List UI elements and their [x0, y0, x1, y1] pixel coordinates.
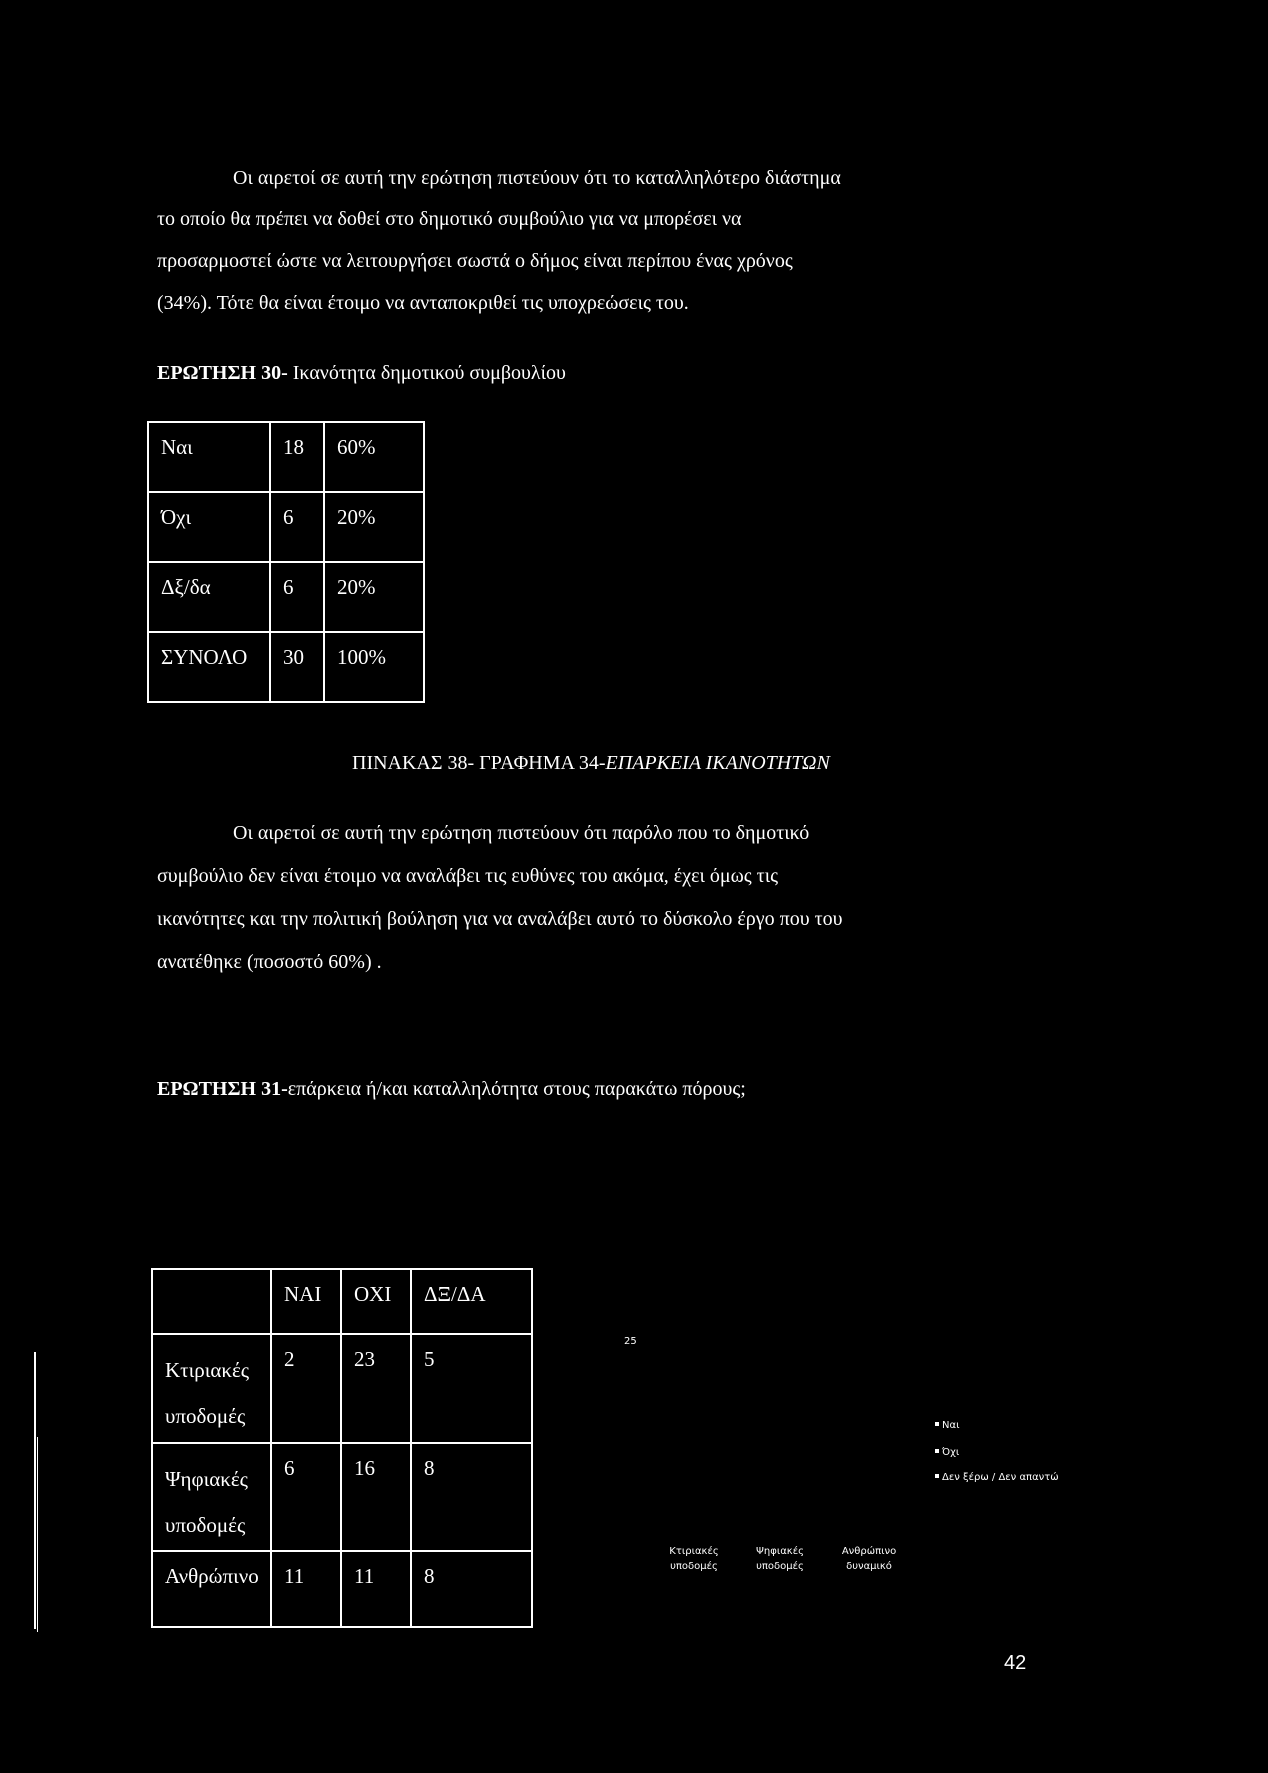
row-percent: 60% [324, 422, 424, 492]
table-row [152, 1551, 532, 1627]
paragraph-2-line-1: Οι αιρετοί σε αυτή την ερώτηση πιστεύουν ότι παρόλο που το δημοτικό [233, 822, 810, 844]
table-row [148, 632, 424, 702]
legend [935, 1420, 1059, 1483]
table-row [148, 562, 424, 632]
question-31-heading [157, 1078, 746, 1101]
cell-dk: 8 [411, 1443, 532, 1551]
row-label [152, 1443, 271, 1551]
paragraph-2-line-4: ανατέθηκε (ποσοστό 60%) . [157, 951, 382, 973]
legend-item-dk: Δεν ξέρω / Δεν απαντώ [942, 1472, 1059, 1483]
question-31-number: ΕΡΩΤΗΣΗ 31- [157, 1078, 288, 1100]
x-tick-label: υποδομές [670, 1561, 718, 1572]
table-header-row [152, 1269, 532, 1334]
resources-chart [600, 1320, 1100, 1600]
y-tick-label: 25 [624, 1336, 637, 1347]
margin-line [34, 1352, 36, 1629]
paragraph-2-line-3: ικανότητες και την πολιτική βούληση για να αναλάβει αυτό το δύσκολο έργο που του [157, 908, 843, 930]
paragraph-1-line-1: Οι αιρετοί σε αυτή την ερώτηση πιστεύουν ότι το καταλληλότερο διάστημα [233, 167, 841, 189]
paragraph-1-line-3: προσαρμοστεί ώστε να λειτουργήσει σωστά ο δήμος είναι περίπου ένας χρόνος [157, 250, 793, 272]
cell-yes: 11 [271, 1551, 341, 1627]
legend-item-no: Όχι [942, 1447, 960, 1458]
table-row [148, 422, 424, 492]
header-dk: ΔΞ/ΔΑ [411, 1269, 532, 1334]
row-percent: 20% [324, 492, 424, 562]
legend-swatch-no [935, 1449, 939, 1453]
row-count: 30 [270, 632, 324, 702]
question-30-number: ΕΡΩΤΗΣΗ 30- [157, 362, 288, 384]
paragraph-1-line-4: (34%). Τότε θα είναι έτοιμο να ανταποκριθεί τις υποχρεώσεις του. [157, 292, 689, 314]
resources-table [151, 1268, 533, 1628]
cell-dk: 5 [411, 1334, 532, 1443]
x-tick-label: Ανθρώπινο [841, 1546, 897, 1557]
x-axis-labels [669, 1545, 896, 1572]
row-label-line: Κτιριακές [165, 1358, 250, 1382]
question-31-text: επάρκεια ή/και καταλληλότητα στους παρακάτω πόρους; [287, 1078, 746, 1100]
row-label: ΣΥΝΟΛΟ [148, 632, 270, 702]
x-tick-label: Ψηφιακές [756, 1546, 804, 1557]
cell-no: 11 [341, 1551, 411, 1627]
cell-no: 23 [341, 1334, 411, 1443]
row-count: 6 [270, 562, 324, 632]
caption-title: ΕΠΑΡΚΕΙΑ ΙΚΑΝΟΤΗΤΩΝ [605, 752, 830, 774]
table-row [148, 492, 424, 562]
margin-line [37, 1437, 38, 1632]
legend-swatch-yes [935, 1422, 939, 1426]
row-count: 6 [270, 492, 324, 562]
x-tick-label: Κτιριακές [669, 1546, 719, 1557]
row-percent: 100% [324, 632, 424, 702]
header-no: ΟΧΙ [341, 1269, 411, 1334]
x-tick-label: δυναμικό [846, 1561, 892, 1572]
page-number: 42 [1004, 1652, 1027, 1674]
row-percent: 20% [324, 562, 424, 632]
row-label [152, 1334, 271, 1443]
cell-yes: 6 [271, 1443, 341, 1551]
row-label-line: υποδομές [165, 1513, 246, 1537]
cell-yes: 2 [271, 1334, 341, 1443]
cell-no: 16 [341, 1443, 411, 1551]
question-30-heading [157, 362, 566, 385]
row-label: Όχι [148, 492, 270, 562]
x-tick-label: υποδομές [756, 1561, 804, 1572]
caption-label: ΠΙΝΑΚΑΣ 38- ΓΡΑΦΗΜΑ 34- [352, 752, 606, 774]
legend-swatch-dk [935, 1474, 939, 1478]
row-label-line: υποδομές [165, 1404, 246, 1428]
paragraph-1-line-2: το οποίο θα πρέπει να δοθεί στο δημοτικό συμβούλιο για να μπορέσει να [157, 208, 742, 230]
row-count: 18 [270, 422, 324, 492]
row-label-line: Ψηφιακές [165, 1467, 248, 1491]
table-row [152, 1334, 532, 1443]
cell-dk: 8 [411, 1551, 532, 1627]
row-label: Ναι [148, 422, 270, 492]
table-row [152, 1443, 532, 1551]
header-yes: ΝΑΙ [271, 1269, 341, 1334]
row-label: Δξ/δα [148, 562, 270, 632]
table-caption [352, 752, 830, 775]
row-label: Ανθρώπινο [152, 1551, 271, 1627]
capability-table [147, 421, 425, 703]
question-30-text: Ικανότητα δημοτικού συμβουλίου [287, 362, 566, 384]
paragraph-2-line-2: συμβούλιο δεν είναι έτοιμο να αναλάβει τις ευθύνες του ακόμα, έχει όμως τις [157, 865, 778, 887]
header-empty [152, 1269, 271, 1334]
legend-item-yes: Ναι [942, 1420, 960, 1431]
